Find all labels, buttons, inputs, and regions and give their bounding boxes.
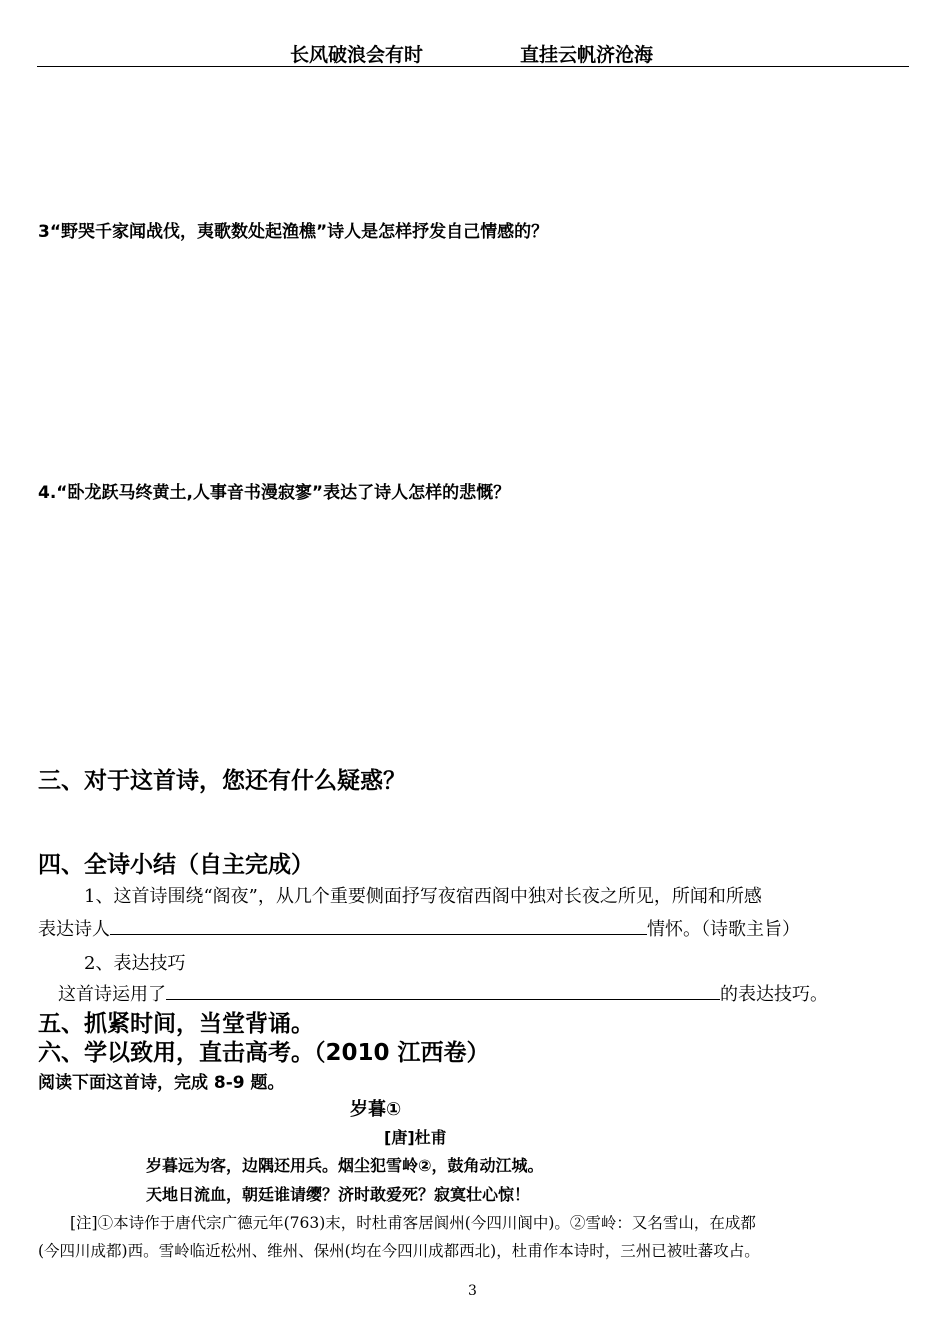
question-3: 3“野哭千家闻战伐，夷歌数处起渔樵”诗人是怎样抒发自己情感的？	[38, 222, 549, 242]
summary-item-2-prefix: 这首诗运用了	[58, 984, 166, 1005]
summary-item-1-line: 1、这首诗围绕“阁夜”，从几个重要侧面抒写夜宿西阁中独对长夜之所见，所闻和所感	[84, 886, 762, 907]
poem-line-1: 岁暮远为客，边隅还用兵。烟尘犯雪岭②，鼓角动江城。	[146, 1156, 544, 1175]
header-rule	[37, 66, 909, 67]
theme-answer-blank[interactable]	[110, 916, 647, 935]
section-4-title: 四、全诗小结（自主完成）	[38, 852, 314, 878]
poem-note-line-2: (今四川成都)西。雪岭临近松州、维州、保州(均在今四川成都西北)，杜甫作本诗时，三州已被吐蕃攻占。	[38, 1242, 760, 1260]
header-motto-right: 直挂云帆济沧海	[520, 44, 654, 66]
header-motto-left: 长风破浪会有时	[290, 44, 424, 66]
technique-answer-blank[interactable]	[166, 981, 720, 1000]
poem-note-line-1: [注]①本诗作于唐代宗广德元年(763)末，时杜甫客居阆州(今四川阆中)。②雪岭：又名雪山，在成都	[70, 1214, 756, 1232]
section-5-title: 五、抓紧时间，当堂背诵。	[38, 1011, 314, 1037]
poem-author: [唐]杜甫	[384, 1128, 447, 1147]
section-3-title: 三、对于这首诗，您还有什么疑惑？	[38, 768, 406, 794]
summary-item-2-title: 2、表达技巧	[84, 953, 186, 974]
summary-item-2-suffix: 的表达技巧。	[720, 984, 828, 1005]
summary-item-1-suffix: 情怀。（诗歌主旨）	[647, 919, 800, 940]
summary-item-1-fill	[38, 915, 800, 941]
summary-item-1-prefix: 表达诗人	[38, 919, 110, 940]
reading-instruction: 阅读下面这首诗，完成 8-9 题。	[38, 1073, 285, 1093]
poem-line-2: 天地日流血，朝廷谁请缨？济时敢爱死？寂寞壮心惊！	[146, 1185, 531, 1204]
summary-item-2-fill	[58, 980, 828, 1006]
section-6-title: 六、学以致用，直击高考。（2010 江西卷）	[38, 1040, 490, 1066]
page-number: 3	[468, 1283, 477, 1299]
question-4: 4.“卧龙跃马终黄土,人事音书漫寂寥”表达了诗人怎样的悲慨？	[38, 483, 511, 503]
poem-title: 岁暮①	[350, 1099, 402, 1120]
